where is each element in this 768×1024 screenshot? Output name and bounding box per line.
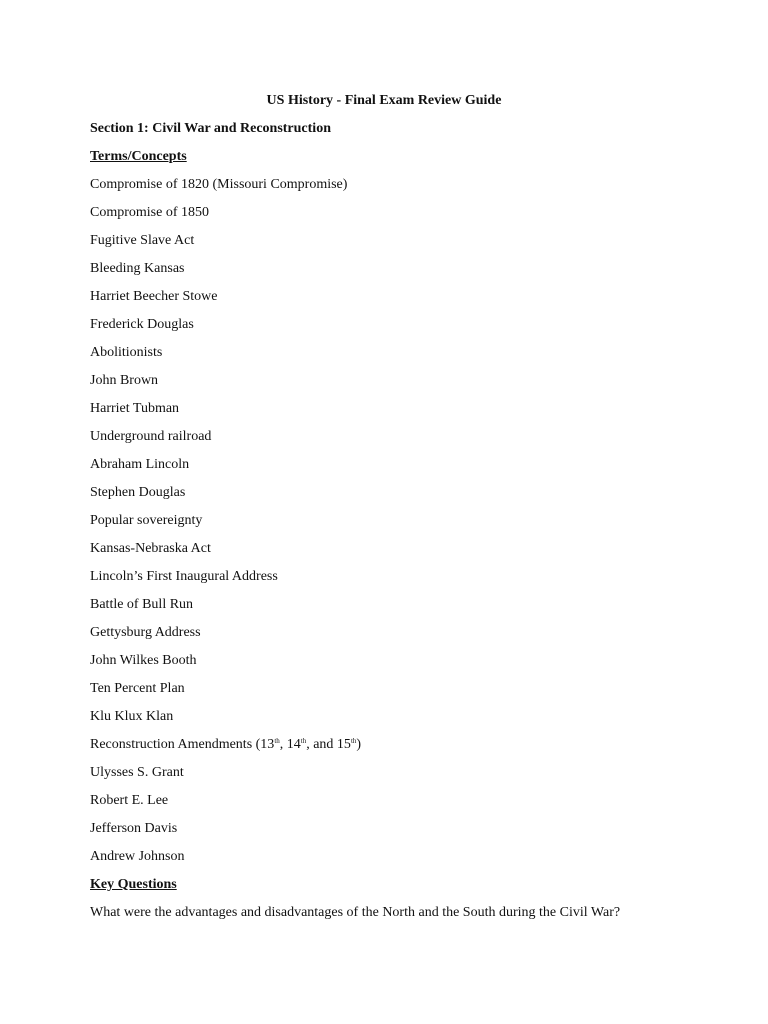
term-item: Lincoln’s First Inaugural Address bbox=[90, 569, 278, 584]
term-item: Popular sovereignty bbox=[90, 513, 203, 528]
question-item: What were the advantages and disadvantages of the North and the South during the Civil War? bbox=[90, 905, 621, 920]
term-item: John Brown bbox=[90, 373, 159, 388]
term-item: Stephen Douglas bbox=[90, 485, 186, 500]
term-item: Frederick Douglas bbox=[90, 317, 194, 332]
term-item: Ten Percent Plan bbox=[90, 681, 185, 696]
term-item: Fugitive Slave Act bbox=[90, 233, 195, 248]
superscript-15th: th bbox=[350, 737, 357, 745]
term-item: Harriet Tubman bbox=[90, 401, 180, 416]
term-item: Klu Klux Klan bbox=[90, 709, 174, 724]
term-item: Gettysburg Address bbox=[90, 625, 201, 640]
terms-after-list bbox=[90, 764, 710, 876]
term-item: Harriet Beecher Stowe bbox=[90, 289, 218, 304]
term-item: Abolitionists bbox=[90, 345, 163, 360]
terms-list bbox=[90, 176, 710, 736]
term-item-reconstruction-amendments bbox=[90, 736, 710, 764]
superscript-14th: th bbox=[300, 737, 307, 745]
questions-heading: Key Questions bbox=[90, 877, 177, 892]
term-item: Bleeding Kansas bbox=[90, 261, 185, 276]
superscript-13th: th bbox=[274, 737, 280, 745]
document-title: US History - Final Exam Review Guide bbox=[266, 93, 502, 108]
term-item: Kansas-Nebraska Act bbox=[90, 541, 211, 556]
term-item: Battle of Bull Run bbox=[90, 597, 194, 612]
term-item: Compromise of 1820 (Missouri Compromise) bbox=[90, 177, 348, 192]
term-item: Andrew Johnson bbox=[90, 849, 185, 864]
term-item: Abraham Lincoln bbox=[90, 457, 190, 472]
term-item: Robert E. Lee bbox=[90, 793, 169, 808]
term-item: Underground railroad bbox=[90, 429, 212, 444]
amendments-text-prefix: Reconstruction Amendments (13 bbox=[90, 737, 275, 752]
section-heading: Section 1: Civil War and Reconstruction bbox=[90, 121, 331, 136]
questions-list bbox=[90, 904, 710, 932]
term-item: Ulysses S. Grant bbox=[90, 765, 184, 780]
term-item: Compromise of 1850 bbox=[90, 205, 209, 220]
amendments-text-sep2: , and 15 bbox=[306, 737, 351, 752]
terms-heading: Terms/Concepts bbox=[90, 149, 187, 164]
amendments-text-sep1: , 14 bbox=[279, 737, 301, 752]
term-item: John Wilkes Booth bbox=[90, 653, 197, 668]
amendments-text-suffix: ) bbox=[356, 737, 362, 752]
term-item: Jefferson Davis bbox=[90, 821, 178, 836]
document-body bbox=[90, 120, 710, 932]
